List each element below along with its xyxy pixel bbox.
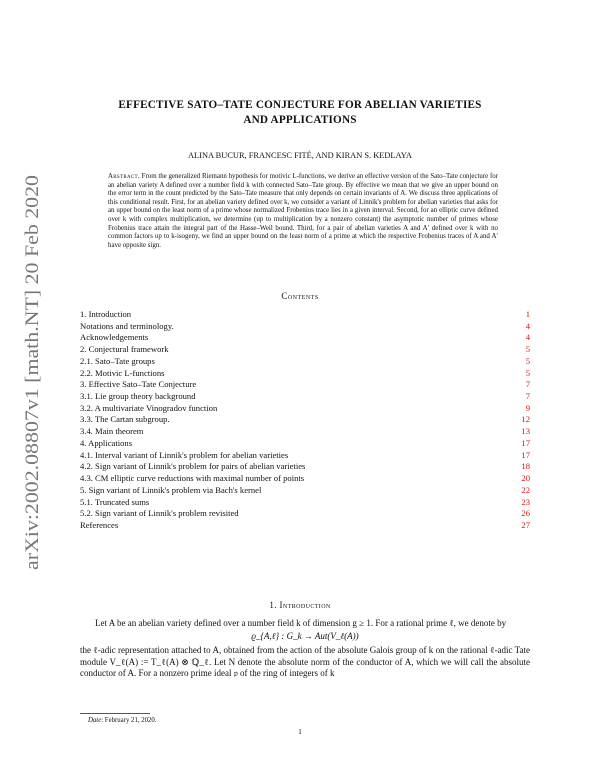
table-of-contents <box>80 309 530 532</box>
title-line-2: AND APPLICATIONS <box>243 114 357 126</box>
toc-entry-page-link[interactable]: 5 <box>525 344 530 355</box>
arxiv-stamp <box>10 175 50 570</box>
toc-entry-page-link[interactable]: 5 <box>525 367 530 378</box>
toc-entry-page-link[interactable]: 5 <box>525 355 530 366</box>
toc-entry-page-link[interactable]: 20 <box>521 473 530 484</box>
toc-entry[interactable] <box>80 344 530 356</box>
toc-entry[interactable] <box>80 356 530 368</box>
paragraph-1: Let A be an abelian variety defined over a number field k of dimension g ≥ 1. For a rational prime ℓ, we denote by <box>95 618 507 628</box>
section-heading: 1. Introduction <box>269 600 331 610</box>
title-line-1: EFFECTIVE SATO–TATE CONJECTURE FOR ABELIAN VARIETIES <box>118 99 482 111</box>
toc-entry-page-link[interactable]: 7 <box>525 391 530 402</box>
formula: ϱ_{A,ℓ} : G_k → Aut(V_ℓ(A)) <box>251 630 359 641</box>
toc-entry[interactable] <box>80 379 530 391</box>
toc-entry[interactable] <box>80 520 530 532</box>
toc-entry[interactable] <box>80 309 530 321</box>
toc-entry[interactable] <box>80 391 530 403</box>
toc-entry-page-link[interactable]: 18 <box>521 461 530 472</box>
toc-entry-page-link[interactable]: 26 <box>521 508 530 519</box>
toc-entry-label: 3.3. The Cartan subgroup. <box>80 414 170 425</box>
toc-entry[interactable] <box>80 450 530 462</box>
toc-entry-label: Acknowledgements <box>80 332 149 343</box>
toc-entry-page-link[interactable]: 4 <box>525 332 530 343</box>
toc-entry-label: 2. Conjectural framework <box>80 344 169 355</box>
toc-entry-label: 2.1. Sato–Tate groups <box>80 355 155 366</box>
toc-entry-page-link[interactable]: 13 <box>521 426 530 437</box>
toc-entry-page-link[interactable]: 4 <box>525 320 530 331</box>
toc-entry-label: 4. Applications <box>80 437 133 448</box>
toc-entry[interactable] <box>80 321 530 333</box>
toc-entry[interactable] <box>80 485 530 497</box>
toc-entry-label: 3.1. Lie group theory background <box>80 391 196 402</box>
footnote-text: : February 21, 2020. <box>101 717 157 724</box>
toc-entry-label: 5.2. Sign variant of Linnik's problem revisited <box>80 508 239 519</box>
toc-entry[interactable] <box>80 426 530 438</box>
toc-entry-page-link[interactable]: 22 <box>521 484 530 495</box>
page-number: 1 <box>298 727 302 736</box>
arxiv-stamp-text: arXiv:2002.08807v1 [math.NT] 20 Feb 2020 <box>22 219 43 570</box>
toc-entry[interactable] <box>80 368 530 380</box>
toc-entry-page-link[interactable]: 17 <box>521 449 530 460</box>
toc-entry-label: 3.4. Main theorem <box>80 426 144 437</box>
toc-entry[interactable] <box>80 497 530 509</box>
toc-entry-label: 1. Introduction <box>80 309 132 319</box>
toc-entry-label: 3. Effective Sato–Tate Conjecture <box>80 379 197 390</box>
body-text <box>80 618 530 680</box>
toc-entry-page-link[interactable]: 12 <box>521 414 530 425</box>
toc-entry[interactable] <box>80 438 530 450</box>
toc-entry-page-link[interactable]: 17 <box>521 437 530 448</box>
toc-entry-page-link[interactable]: 1 <box>525 309 530 319</box>
toc-entry-label: 4.3. CM elliptic curve reductions with maximal number of points <box>80 473 305 484</box>
abstract <box>108 173 498 250</box>
toc-entry-label: 2.2. Motivic L-functions <box>80 367 165 378</box>
toc-entry[interactable] <box>80 473 530 485</box>
toc-entry-label: 4.1. Interval variant of Linnik's problem for abelian varieties <box>80 449 289 460</box>
toc-entry[interactable] <box>80 461 530 473</box>
toc-entry-label: 3.2. A multivariate Vinogradov function <box>80 402 218 413</box>
abstract-text: From the generalized Riemann hypothesis for motivic L-functions, we derive an effective version of the Sato–Tate conjecture for an abelian variety A defined over a number field k with connected Sato–Tate group. By effective we mean that we give an upper bound on the error term in the count predicted by the Sato–Tate measure that only depends on certain invariants of A. We discuss three applications of this conditional result. First, for an abelian variety defined over k, we consider a variant of Linnik's problem for abelian varieties that asks for an upper bound on the least norm of a prime whose normalized Frobenius trace lies in a given interval. Second, for an elliptic curve defined over k with complex multiplication, we determine (up to multiplication by a nonzero constant) the asymptotic number of primes whose Frobenius trace attain the integral part of the Hasse–Weil bound. Third, for a pair of abelian varieties A and A′ defined over k with no common factors up to k-isogeny, we find an upper bound on the least norm of a prime at which the respective Frobenius traces of A and A′ have opposite sign. <box>108 173 498 249</box>
toc-entry-page-link[interactable]: 27 <box>521 519 530 530</box>
footnote-rule <box>80 713 150 714</box>
toc-entry-label: Notations and terminology. <box>80 320 174 331</box>
toc-entry-page-link[interactable]: 7 <box>525 379 530 390</box>
paper-title <box>0 98 600 128</box>
toc-entry-label: 4.2. Sign variant of Linnik's problem for pairs of abelian varieties <box>80 461 306 472</box>
toc-entry-page-link[interactable]: 9 <box>525 402 530 413</box>
abstract-label: Abstract. <box>108 173 140 180</box>
footnote <box>88 717 157 724</box>
toc-entry-page-link[interactable]: 23 <box>521 496 530 507</box>
authors: ALINA BUCUR, FRANCESC FITÉ, AND KIRAN S. KEDLAYA <box>188 151 412 160</box>
toc-entry[interactable] <box>80 332 530 344</box>
toc-entry[interactable] <box>80 508 530 520</box>
toc-entry-label: 5.1. Truncated sums <box>80 496 150 507</box>
toc-heading: Contents <box>281 291 319 301</box>
paragraph-2: the ℓ-adic representation attached to A, obtained from the action of the absolute Galois group of k on the rational ℓ-adic Tate module V_ℓ(A) := T_ℓ(A) ⊗ ℚ_ℓ. Let N denote the absolute norm of the conductor of A, which we will call the absolute conductor of A. For a nonzero prime ideal 𝔭 of the ring of integers of k <box>80 645 530 679</box>
toc-entry[interactable] <box>80 403 530 415</box>
toc-entry-label: References <box>80 519 119 530</box>
toc-entry[interactable] <box>80 414 530 426</box>
footnote-label: Date <box>88 717 102 724</box>
toc-entry-label: 5. Sign variant of Linnik's problem via Bach's kernel <box>80 484 262 495</box>
